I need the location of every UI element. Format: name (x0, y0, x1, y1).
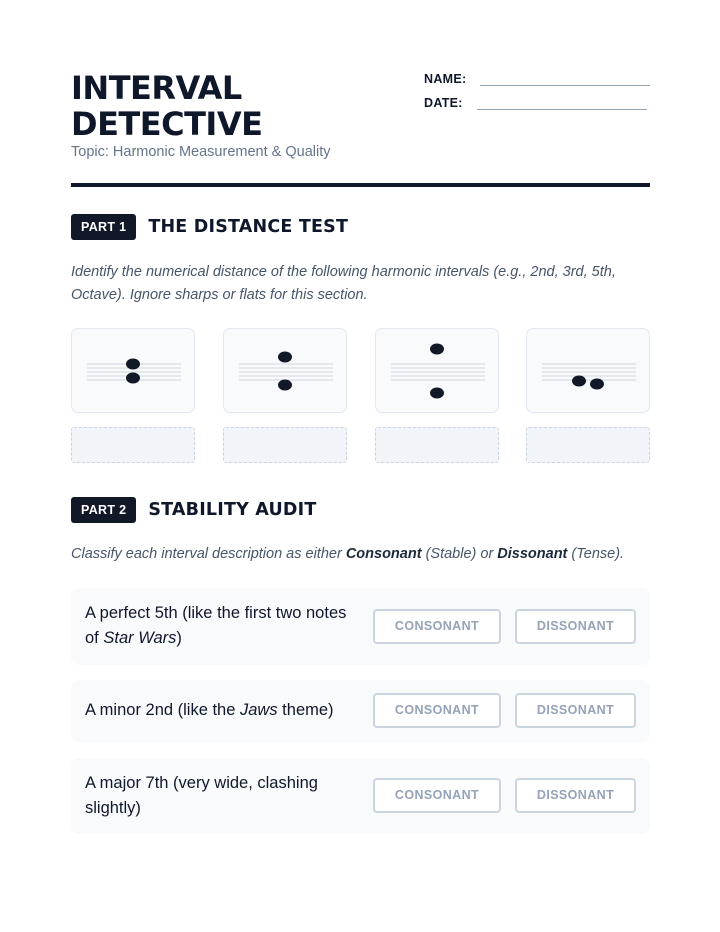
title-line-1: INTERVAL (71, 69, 242, 107)
row-2-dissonant-button[interactable]: DISSONANT (515, 693, 636, 728)
row-1-description (85, 601, 355, 651)
date-label: DATE: (424, 96, 463, 110)
row-2-em: Jaws (240, 701, 278, 719)
part2-badge: PART 2 (71, 497, 136, 523)
note-head (126, 373, 140, 384)
name-label: NAME: (424, 72, 467, 86)
audit-row-2 (71, 680, 650, 742)
row-1-dissonant-button[interactable]: DISSONANT (515, 609, 636, 644)
audit-row-1 (71, 588, 650, 665)
staff-2 (224, 329, 348, 414)
instr-dissonant: Dissonant (497, 546, 568, 562)
name-field[interactable] (424, 72, 650, 86)
note-head (430, 388, 444, 399)
instr-post: (Tense). (567, 546, 625, 562)
row-2-consonant-button[interactable]: CONSONANT (373, 693, 501, 728)
note-head (430, 344, 444, 355)
topic-subtitle: Topic: Harmonic Measurement & Quality (71, 144, 331, 160)
staff-1 (72, 329, 196, 414)
part1-badge: PART 1 (71, 214, 136, 240)
worksheet-title (71, 70, 262, 142)
note-head (572, 376, 586, 387)
staff-card-3 (375, 328, 499, 413)
staff-card-4 (526, 328, 650, 413)
row-2-pre: A minor 2nd (like the (85, 701, 240, 719)
row-2-post: theme) (277, 701, 334, 719)
note-head (590, 379, 604, 390)
note-head (278, 380, 292, 391)
part2-instructions (71, 543, 651, 566)
part2-heading (71, 497, 316, 523)
answer-box-1[interactable] (71, 427, 195, 463)
part2-title: STABILITY AUDIT (148, 500, 317, 520)
row-1-post: ) (176, 629, 182, 647)
note-head (126, 359, 140, 370)
instr-consonant: Consonant (345, 546, 422, 562)
name-line[interactable] (480, 72, 650, 86)
row-1-em: Star Wars (103, 629, 177, 647)
date-field[interactable] (424, 96, 647, 110)
staff-card-1 (71, 328, 195, 413)
part1-instructions: Identify the numerical distance of the following harmonic intervals (e.g., 2nd, 3rd, 5th, Octave). Ignore sharps or flats for this section. (71, 264, 616, 303)
staff-card-2 (223, 328, 347, 413)
row-3-dissonant-button[interactable]: DISSONANT (515, 778, 636, 813)
staff-4 (527, 329, 651, 414)
row-3-description (85, 771, 355, 821)
row-1-consonant-button[interactable]: CONSONANT (373, 609, 501, 644)
staff-3 (376, 329, 500, 414)
instr-mid: (Stable) or (421, 546, 498, 562)
part1-title: THE DISTANCE TEST (148, 217, 349, 237)
worksheet-header (71, 70, 651, 170)
row-1-pre: A perfect 5th (like the first two notes of (85, 604, 347, 647)
note-head (278, 352, 292, 363)
instr-pre: Classify each interval description as either (71, 546, 346, 562)
row-3-consonant-button[interactable]: CONSONANT (373, 778, 501, 813)
answer-box-4[interactable] (526, 427, 650, 463)
part1-heading (71, 214, 348, 240)
date-line[interactable] (477, 96, 647, 110)
row-3-pre: A major 7th (very wide, clashing slightly) (85, 774, 318, 817)
answer-box-3[interactable] (375, 427, 499, 463)
title-line-2: DETECTIVE (71, 105, 263, 143)
row-2-description (85, 698, 375, 723)
audit-row-3 (71, 758, 650, 834)
answer-box-2[interactable] (223, 427, 347, 463)
header-divider (71, 183, 650, 187)
